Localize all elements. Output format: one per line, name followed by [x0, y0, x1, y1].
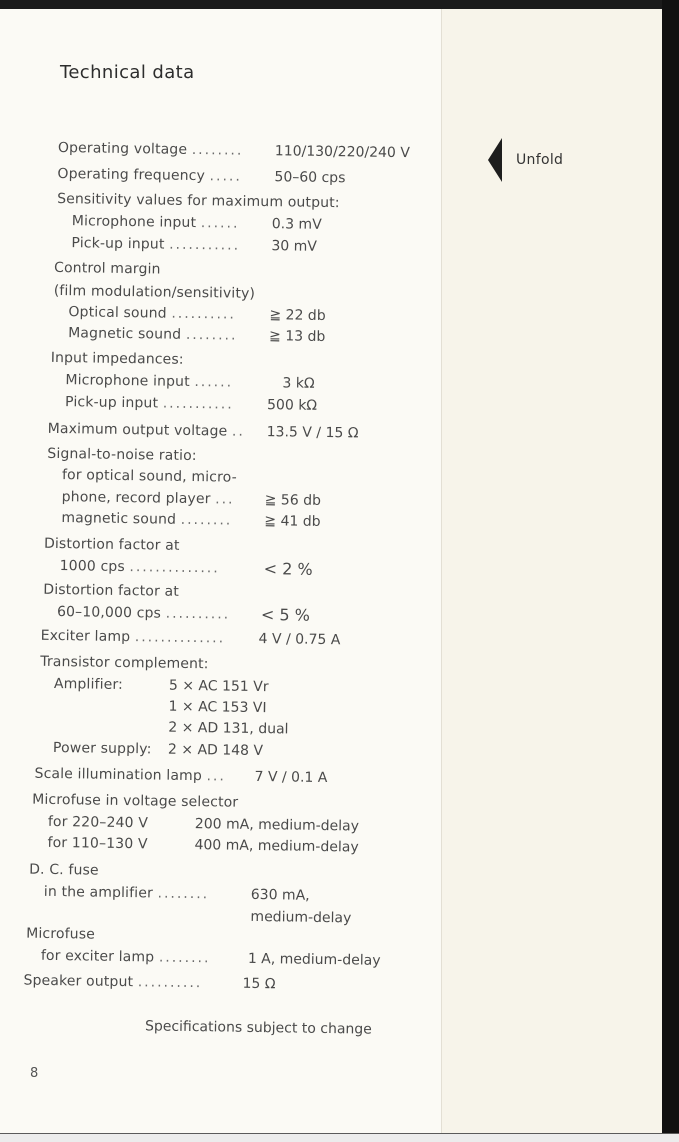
spec-optical-sound-value: ≧ 22 db	[269, 307, 326, 324]
left-arrow-icon	[488, 138, 502, 182]
spec-fuse-220-value: 200 mA, medium-delay	[194, 816, 360, 835]
spec-exciter-lamp-label: Exciter lamp ..............	[40, 627, 226, 647]
right-edge	[662, 0, 679, 1142]
spec-imp-pickup-value: 500 kΩ	[266, 397, 318, 414]
spec-magnetic-sound-label: Magnetic sound ........	[68, 325, 238, 344]
spec-exciter-lamp-value: 4 V / 0.75 A	[258, 631, 341, 649]
spec-imp-microphone-value: 3 kΩ	[282, 375, 315, 392]
spec-scale-lamp-value: 7 V / 0.1 A	[254, 768, 328, 787]
spec-snr-magnetic-label: magnetic sound ........	[61, 510, 233, 529]
spec-amplifier-label: Amplifier:	[53, 675, 124, 693]
unfold-label: Unfold	[516, 152, 564, 168]
spec-exciter-fuse-value: 1 A, medium-delay	[247, 950, 381, 969]
spec-scale-lamp-label: Scale illumination lamp ...	[34, 765, 227, 785]
spec-microfuse-heading: Microfuse in voltage selector	[32, 791, 239, 811]
spec-snr-heading: Signal-to-noise ratio:	[47, 445, 197, 465]
spec-sensitivity-heading: Sensitivity values for maximum output:	[57, 190, 340, 212]
spec-operating-frequency-value: 50–60 cps	[274, 169, 346, 187]
page-title: Technical data	[60, 62, 195, 83]
spec-input-impedances: Input impedances:	[50, 349, 184, 368]
spec-power-supply-label: Power supply:	[52, 739, 152, 758]
spec-fuse-110-label: for 110–130 V	[47, 834, 148, 853]
spec-exciter-fuse-label: for exciter lamp ........	[40, 947, 211, 967]
spec-amplifier-value-2: 1 × AC 153 VI	[168, 698, 267, 717]
spec-imp-pickup-label: Pick-up input ...........	[64, 394, 234, 413]
specifications-note: Specifications subject to change	[144, 1018, 372, 1038]
unfold-tab[interactable]	[488, 138, 563, 182]
spec-speaker-output-label: Speaker output ..........	[23, 972, 203, 992]
spec-optical-sound-label: Optical sound ..........	[68, 304, 237, 323]
spec-operating-voltage-label: Operating voltage ........	[57, 139, 244, 159]
spec-amp-fuse-label: in the amplifier ........	[43, 883, 210, 903]
spec-microphone-input-value: 0.3 mV	[271, 216, 322, 233]
spec-control-margin: Control margin	[53, 259, 161, 278]
spec-pickup-input-value: 30 mV	[271, 238, 318, 255]
spec-snr-line1: for optical sound, micro-	[61, 467, 237, 486]
spec-dc-fuse: D. C. fuse	[29, 861, 99, 879]
spec-magnetic-sound-value: ≧ 13 db	[268, 328, 326, 345]
spec-distortion1-heading: Distortion factor at	[43, 535, 180, 554]
spec-imp-microphone-label: Microphone input ......	[65, 372, 234, 391]
spec-max-output-voltage-value: 13.5 V / 15 Ω	[266, 424, 359, 442]
spec-control-margin-sub: (film modulation/sensitivity)	[53, 282, 256, 302]
spec-distortion1-label: 1000 cps ..............	[59, 558, 220, 577]
spec-amp-fuse-value: 630 mA,	[250, 886, 310, 904]
spec-transistor-heading: Transistor complement:	[40, 653, 209, 673]
spec-distortion2-value: < 5 %	[260, 605, 311, 625]
spec-amplifier-value-3: 2 × AD 131, dual	[168, 719, 289, 738]
spec-operating-voltage-value: 110/130/220/240 V	[274, 143, 411, 162]
spec-power-supply-value: 2 × AD 148 V	[167, 741, 264, 760]
spec-distortion2-heading: Distortion factor at	[43, 581, 180, 600]
spec-snr-phone-value: ≧ 56 db	[264, 492, 322, 509]
spec-microfuse2: Microfuse	[26, 925, 96, 943]
spec-operating-frequency-label: Operating frequency .....	[57, 165, 242, 185]
spec-snr-phone-label: phone, record player ...	[61, 489, 235, 508]
page-number: 8	[30, 1066, 39, 1081]
spec-fuse-220-label: for 220–240 V	[47, 813, 149, 832]
spec-snr-magnetic-value: ≧ 41 db	[264, 513, 321, 530]
spec-max-output-voltage-label: Maximum output voltage ..	[47, 420, 245, 440]
spec-amp-fuse-value2: medium-delay	[250, 908, 352, 927]
spec-speaker-output-value: 15 Ω	[242, 975, 276, 993]
spec-distortion1-value: < 2 %	[263, 559, 313, 579]
spec-amplifier-value-1: 5 × AC 151 Vr	[168, 677, 269, 696]
spec-pickup-input-label: Pick-up input ...........	[71, 235, 241, 254]
spec-fuse-110-value: 400 mA, medium-delay	[194, 837, 359, 856]
spec-microphone-input-label: Microphone input ......	[71, 213, 240, 232]
spec-distortion2-label: 60–10,000 cps ..........	[56, 604, 231, 623]
